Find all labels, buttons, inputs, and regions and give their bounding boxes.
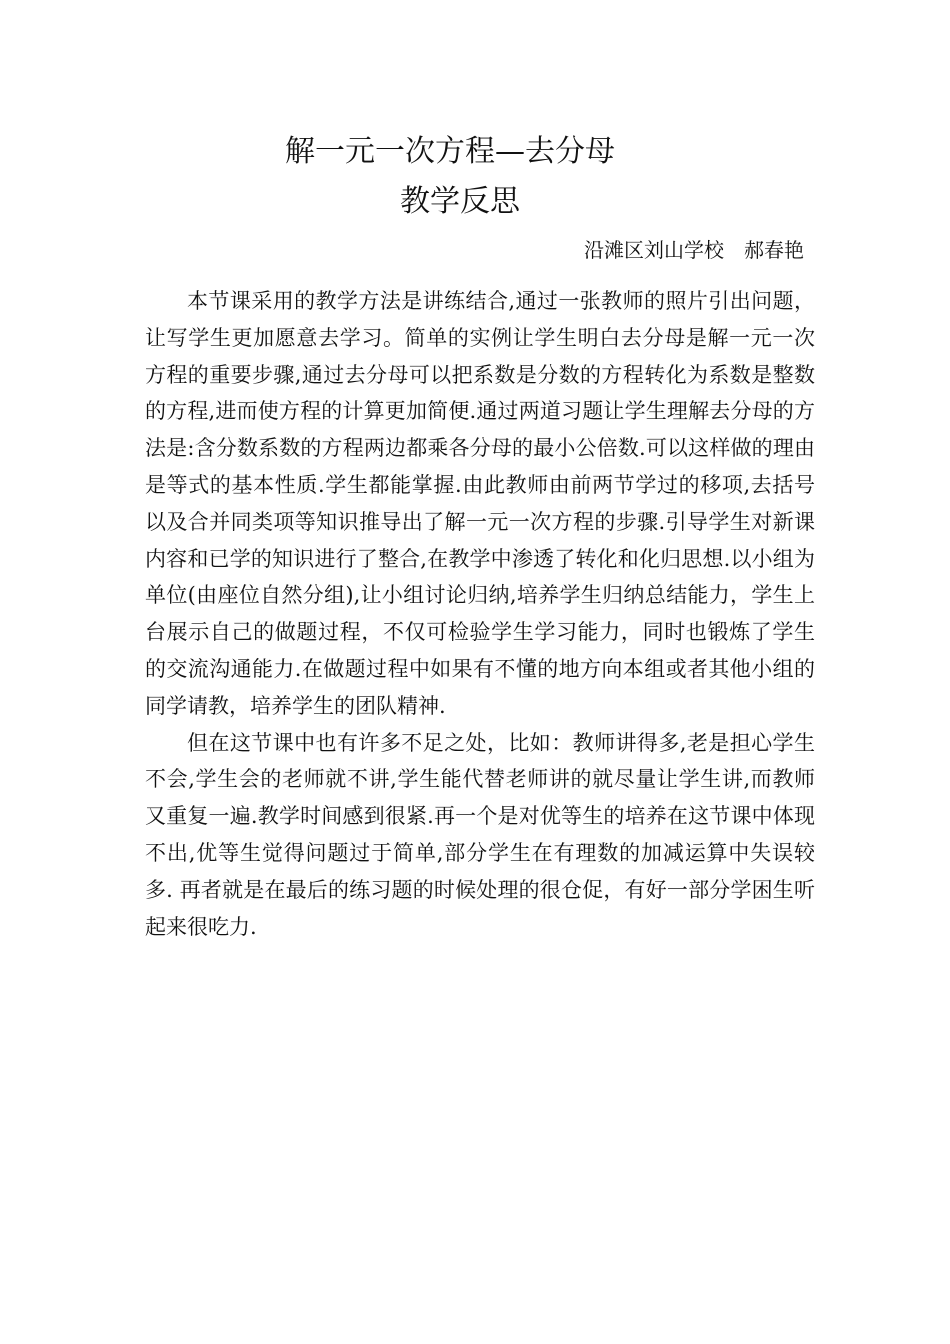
document-subtitle: 教学反思 bbox=[400, 184, 520, 219]
document-title: 解一元一次方程—去分母 bbox=[285, 134, 615, 169]
paragraph-1: 本节课采用的教学方法是讲练结合,通过一张教师的照片引出问题，让写学生更加愿意去学习。简单的实例让学生明白去分母是解一元一次方程的重要步骤,通过去分母可以把系数是分数的方程转化为系数是整数的方程,进而使方程的计算更加简便.通过两道习题让学生理解去分母的方法是:含分数系数的方程两边都乘各分母的最小公倍数.可以这样做的理由是等式的基本性质.学生都能掌握.由此教师由前两节学过的移项,去括号以及合并同类项等知识推导出了解一元一次方程的步骤.引导学生对新课内容和已学的知识进行了整合,在教学中渗透了转化和化归思想.以小组为单位(由座位自然分组),让小组讨论归纳,培养学生归纳总结能力，学生上台展示自己的做题过程，不仅可检验学生学习能力，同时也锻炼了学生的交流沟通能力.在做题过程中如果有不懂的地方向本组或者其他小组的同学请教，培养学生的团队精神. bbox=[145, 289, 815, 718]
document-body bbox=[145, 283, 815, 945]
paragraph-2: 但在这节课中也有许多不足之处，比如：教师讲得多,老是担心学生不会,学生会的老师就不讲,学生能代替老师讲的就尽量让学生讲,而教师又重复一遍.教学时间感到很紧.再一个是对优等生的培养在这节课中体现不出,优等生觉得问题过于简单,部分学生在有理数的加减运算中失误较多. 再者就是在最后的练习题的时候处理的很仓促，有好一部分学困生听起来很吃力. bbox=[145, 730, 815, 939]
author-line: 沿滩区刘山学校 郝春艳 bbox=[584, 238, 804, 262]
